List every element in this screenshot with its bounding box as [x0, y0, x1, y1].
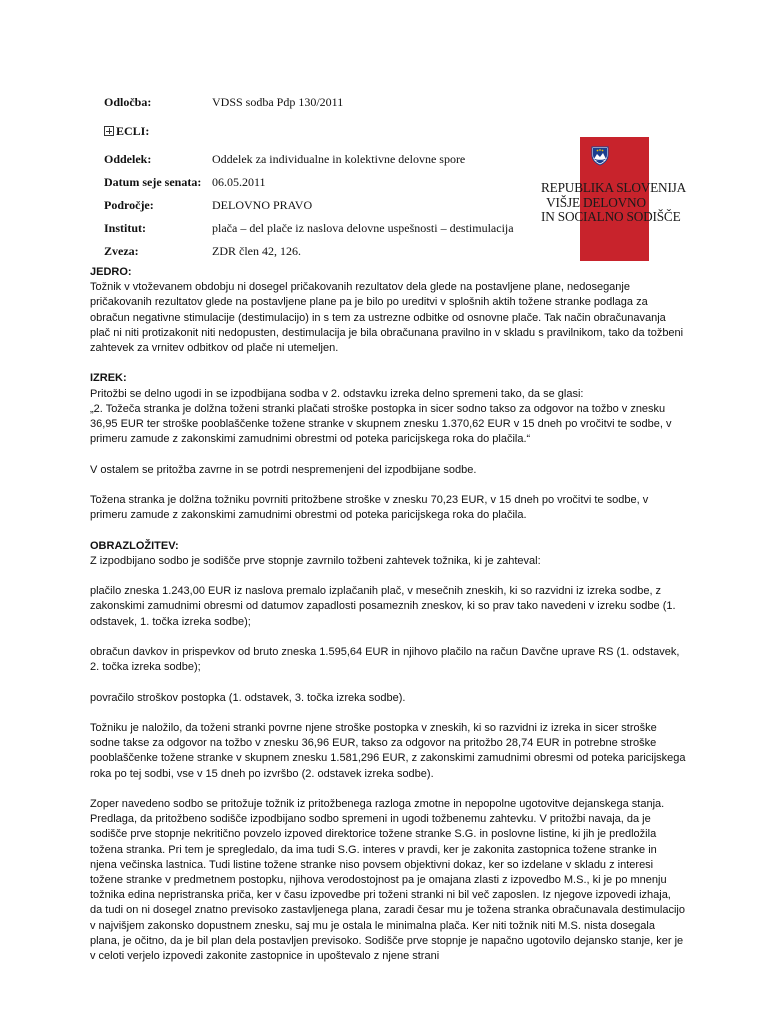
obrazlozitev-heading: OBRAZLOŽITEV:: [90, 539, 179, 552]
meta-value-odlocba: VDSS sodba Pdp 130/2011: [212, 95, 344, 109]
meta-label-institut: Institut:: [104, 221, 147, 235]
coat-of-arms-icon: [591, 146, 609, 166]
obrazlozitev-paragraph-3: obračun davkov in prispevkov od bruto zneska 1.595,64 EUR in njihovo plačilo na račun Davčne uprave RS (1. odstavek, 2. točka izreka sodbe);: [90, 645, 680, 674]
meta-label-oddelek: Oddelek:: [104, 152, 152, 166]
meta-label-podrocje: Področje:: [104, 198, 154, 212]
meta-label-odlocba: Odločba:: [104, 95, 152, 109]
izrek-paragraph-1: Pritožbi se delno ugodi in se izpodbijana sodba v 2. odstavku izreka delno spremeni tako, da se glasi:: [90, 387, 584, 400]
ecli-expander[interactable]: [104, 124, 149, 139]
court-logo: [541, 137, 687, 261]
meta-label-zveza: Zveza:: [104, 244, 139, 258]
decision-body: [90, 265, 686, 964]
obrazlozitev-paragraph-5: Tožniku je naložilo, da toženi stranki povrne njene stroške postopka v zneskih, ki so razvidni iz izreka in sicer stroške sodne takse za odgovor na tožbo v znesku 36,96 EUR, takso za odgovor na pritožbo 28,74 EUR in potrebne stroške pooblaščenke tožene stranke v skupnem znesku 1.581,296 EUR, z zakonskimi zamudnimi obresmi od poteka paricijskega roka po tej sodbi, vse v 15 dneh po izvršbo (2. odstavek izreka sodbe).: [90, 721, 686, 780]
izrek-paragraph-2: „2. Tožeča stranka je dolžna toženi stranki plačati stroške postopka in sicer sodno takso za odgovor na tožbo v znesku 36,95 EUR ter stroške pooblaščenke tožene stranke v skupnem znesku 1.370,62 EUR v 15 dneh po vročitvi te sodbe, v primeru zamude z zakonskimi zamudnimi obrestmi od poteka paricijskega roka do plačila.“: [90, 402, 672, 446]
obrazlozitev-paragraph-1: Z izpodbijano sodbo je sodišče prve stopnje zavrnilo tožbeni zahtevek tožnika, ki je zahteval:: [90, 554, 541, 567]
logo-text: [541, 180, 687, 225]
obrazlozitev-paragraph-6: Zoper navedeno sodbo se pritožuje tožnik iz pritožbenega razloga zmotne in nepopolne ugotovitve dejanskega stanja. Predlaga, da pritožbeno sodišče izpodbijano sodbo spremeni in ugodi tožbenemu zahtevku. V pritožbi navaja, da je sodišče prve stopnje nekritično povzelo izpoved direktorice tožene stranke S.G. in poslovne listine, ki jih je predložila tožena stranka. Pri tem je spregledalo, da ima tudi S.G. interes v pravdi, ker je zakonita zastopnica tožene stranke in njena večinska lastnica. Tudi listine tožene stranke niso povsem objektivni dokaz, ker so izdelane v skladu z interesi tožene stranke v predmetnem postopku, njihova verodostojnost pa je omajana zlasti z izpovedbo M.S., ki je po mnenju tožnika edina nepristranska priča, ker v času izpovedbe pri toženi stranki ni bil več zaposlen. Iz njegove izpovedi izhaja, da tudi on ni dosegel znatno previsoko zastavljenega plana, zaradi česar mu je tožena stranka obračunavala destimulacijo v najvišjem zakonsko dopustnem znesku, saj mu je ostala le minimalna plača. Ker niti tožnik niti M.S. nista dosegala plana, je očitno, da je bil plan dela postavljen previsoko. Sodišče prve stopnje je napačno ugotovilo dejansko stanje, ker je v celoti verjelo izpovedi zakonite zastopnice in upoštevalo z njene strani: [90, 797, 685, 962]
izrek-heading: IZREK:: [90, 372, 127, 385]
meta-value-datum: 06.05.2011: [212, 175, 266, 189]
izrek-paragraph-4: Tožena stranka je dolžna tožniku povrniti pritožbene stroške v znesku 70,23 EUR, v 15 dneh po vročitvi te sodbe, v primeru zamude z zakonskimi zamudnimi obrestmi od poteka paricijskega roka do plačila.: [90, 494, 649, 522]
logo-line-3: IN SOCIALNO SODIŠČE: [541, 209, 681, 224]
obrazlozitev-paragraph-4: povračilo stroškov postopka (1. odstavek, 3. točka izreka sodbe).: [90, 691, 406, 704]
meta-value-oddelek: Oddelek za individualne in kolektivne delovne spore: [212, 152, 466, 166]
meta-value-podrocje: DELOVNO PRAVO: [212, 198, 313, 212]
jedro-text: Tožnik v vtoževanem obdobju ni dosegel pričakovanih rezultatov dela glede na postavljene plane, nedoseganje pričakovanih rezultatov glede na postavljene plane pa je bilo po ureditvi v splošnih aktih tožene stranke podlaga za obračun negativne stimulacije (destimulacijo) in s tem za ustrezne odbitke od osnovne plače. Tak način obračunavanja plač ni niti protizakonit niti nedopusten, destimulacija je bila obračunana pravilno in v skladu s pravilnikom, tako da tožbeni zahtevek za vrnitev odbitkov od plače ni utemeljen.: [90, 281, 684, 355]
expand-plus-icon[interactable]: [104, 126, 114, 136]
meta-label-ecli: ECLI:: [116, 124, 150, 138]
obrazlozitev-paragraph-2: plačilo zneska 1.243,00 EUR iz naslova premalo izplačanih plač, v mesečnih zneskih, ki so razvidni iz izreka sodbe, z zakonskimi zamudnimi obresmi od datumov zapadlosti posameznih zneskov, ki so prav tako navedeni v izreku sodbe (1. odstavek, 1. točka izreka sodbe);: [90, 585, 676, 628]
meta-value-institut: plača – del plače iz naslova delovne uspešnosti – destimulacija: [212, 221, 514, 235]
jedro-heading: JEDRO:: [90, 266, 132, 278]
meta-label-datum: Datum seje senata:: [104, 175, 202, 189]
logo-line-1: REPUBLIKA SLOVENIJA: [541, 180, 687, 195]
meta-value-zveza: ZDR člen 42, 126.: [212, 244, 301, 258]
logo-line-2: VIŠJE DELOVNO: [546, 194, 646, 210]
izrek-paragraph-3: V ostalem se pritožba zavrne in se potrdi nespremenjeni del izpodbijane sodbe.: [90, 463, 477, 476]
